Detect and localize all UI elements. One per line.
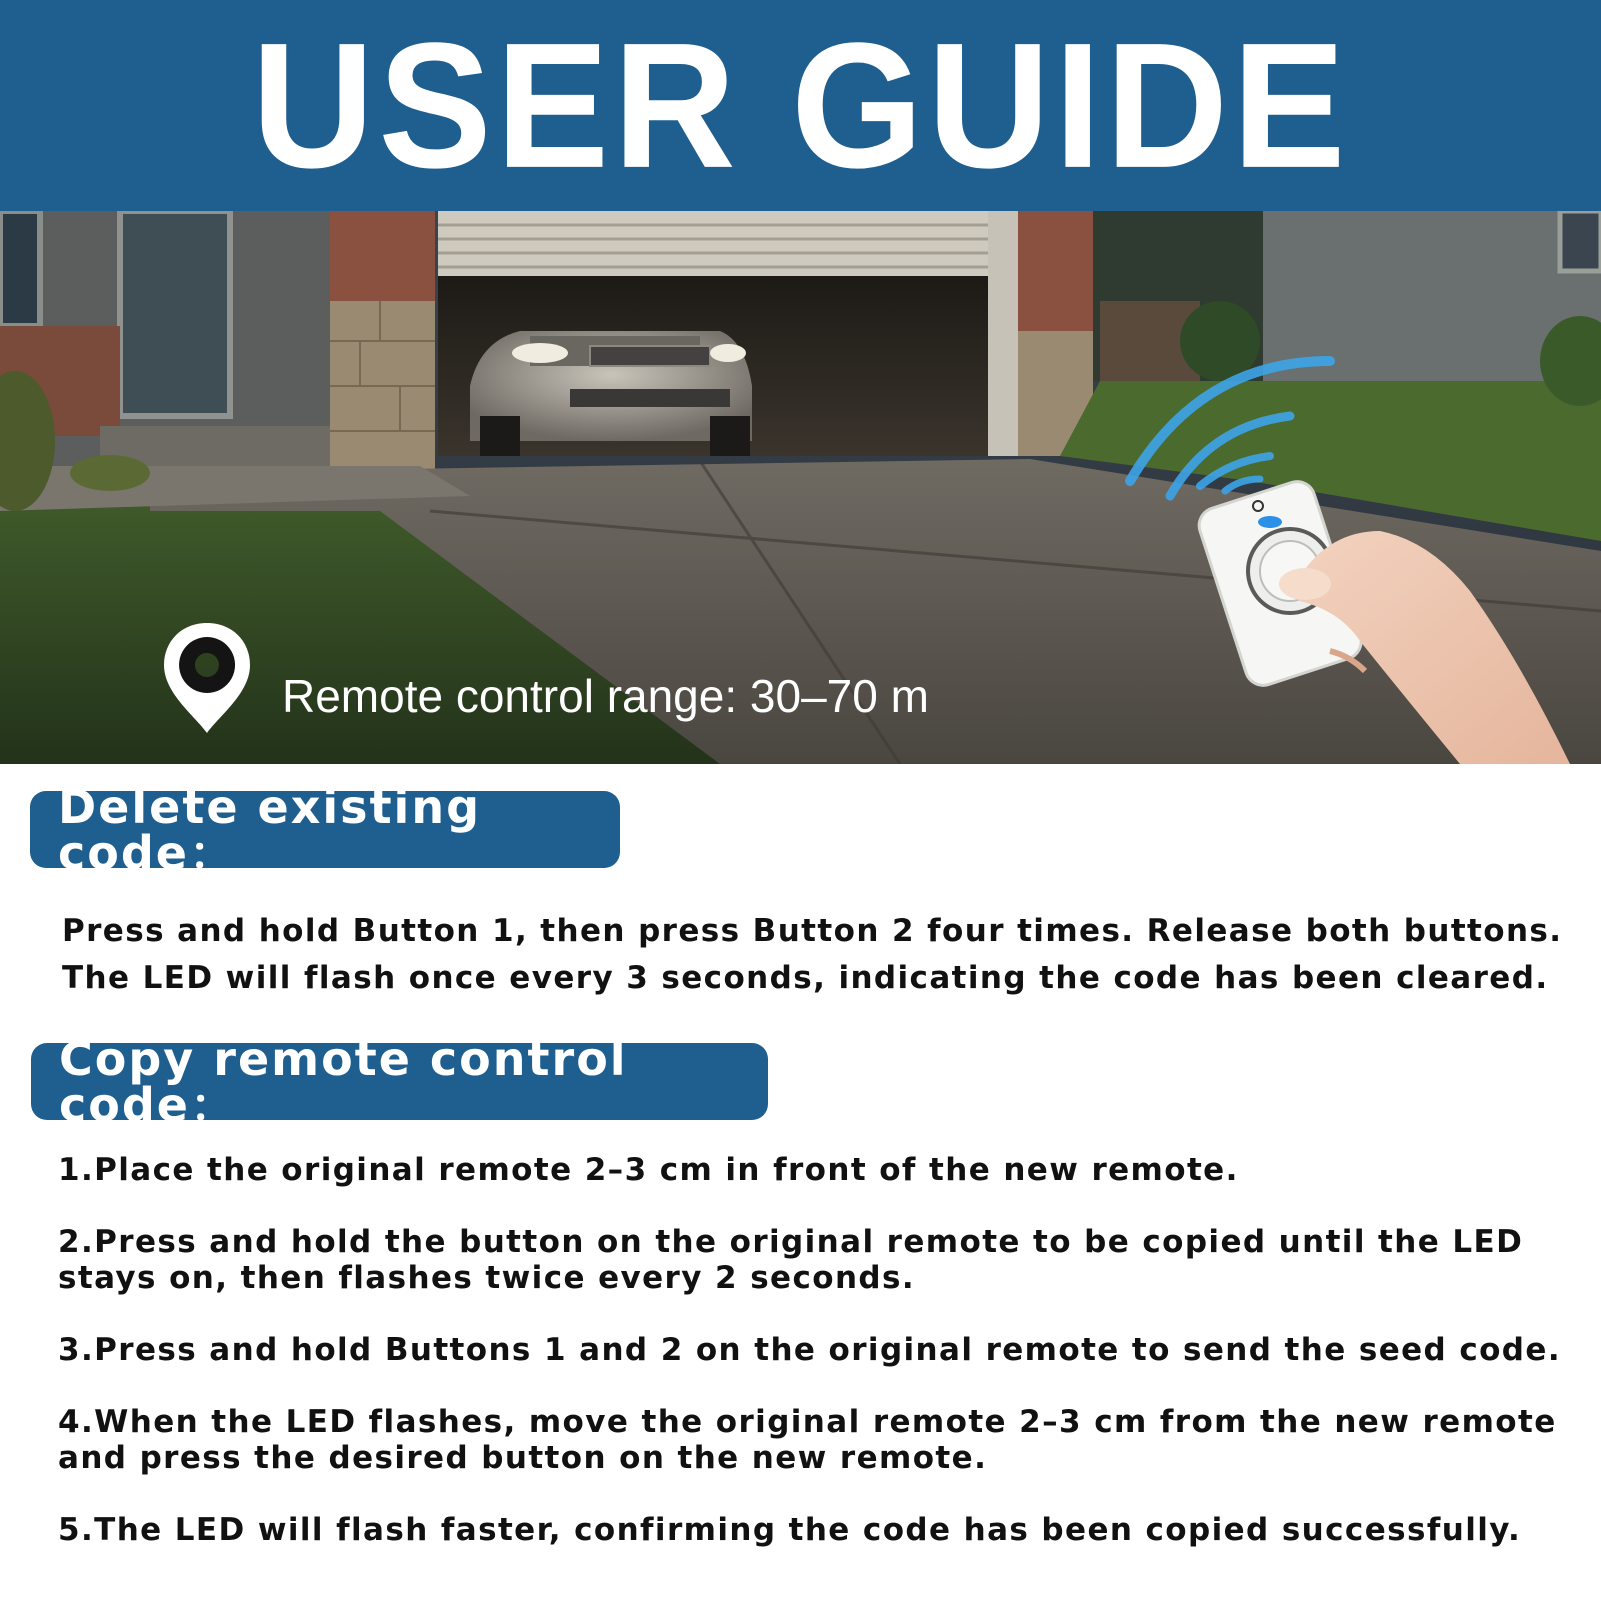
delete-code-heading: Delete existing code：	[30, 791, 620, 868]
copy-code-heading: Copy remote control code：	[31, 1043, 768, 1120]
page-title: USER GUIDE	[251, 5, 1350, 206]
location-pin-icon	[160, 619, 254, 737]
copy-step-2-line-1: 2.Press and hold the button on the original remote to be copied until the LED	[58, 1224, 1524, 1260]
hero-image-garage	[0, 211, 1601, 764]
copy-step-1: 1.Place the original remote 2–3 cm in front of the new remote.	[58, 1152, 1239, 1188]
copy-step-4-line-2: and press the desired button on the new remote.	[58, 1440, 988, 1476]
range-text: Remote control range: 30–70 m	[282, 670, 929, 722]
copy-step-5: 5.The LED will flash faster, confirming the code has been copied successfully.	[58, 1512, 1522, 1548]
copy-step-2-line-2: stays on, then flashes twice every 2 seconds.	[58, 1260, 916, 1296]
delete-instruction-line-2: The LED will flash once every 3 seconds, indicating the code has been cleared.	[62, 960, 1549, 996]
header-banner	[0, 0, 1601, 211]
delete-instruction-line-1: Press and hold Button 1, then press Button 2 four times. Release both buttons.	[62, 913, 1563, 949]
copy-step-4-line-1: 4.When the LED flashes, move the original remote 2–3 cm from the new remote	[58, 1404, 1557, 1440]
copy-step-3: 3.Press and hold Buttons 1 and 2 on the original remote to send the seed code.	[58, 1332, 1562, 1368]
